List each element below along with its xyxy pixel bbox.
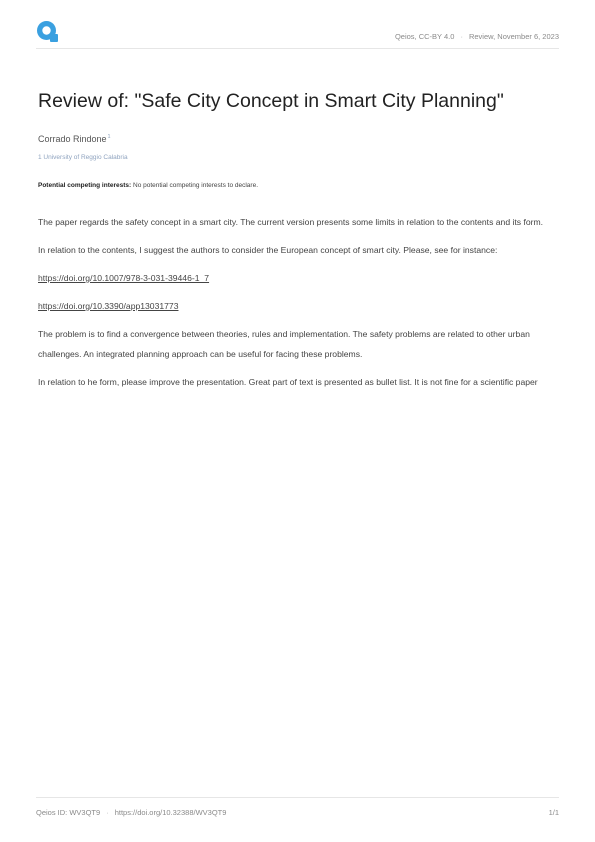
page-footer: [36, 797, 559, 822]
page-title: Review of: "Safe City Concept in Smart City Planning": [38, 90, 504, 112]
affiliation: 1 University of Reggio Calabria: [38, 154, 128, 161]
reference-link-2[interactable]: https://doi.org/10.3390/app13031773: [38, 301, 179, 311]
author-name[interactable]: Corrado Rindone: [38, 134, 107, 144]
author: [38, 134, 111, 144]
footer-meta: [36, 808, 226, 817]
review-date: Review, November 6, 2023: [468, 32, 559, 41]
review-body: [38, 212, 558, 400]
author-affiliation-marker: 1: [107, 134, 111, 140]
qeios-id: Qeios ID: WV3QT9: [36, 808, 101, 817]
footer-separator: ·: [106, 808, 109, 817]
paragraph-3: The problem is to find a convergence between theories, rules and implementation. The safety problems are related to other urban challenges. An integrated planning approach can be useful for facing these problems.: [38, 329, 530, 359]
paragraph-link-2: [38, 296, 558, 316]
competing-interests-label: Potential competing interests:: [38, 182, 132, 189]
page-header: [36, 18, 559, 49]
page-number: 1/1: [548, 808, 559, 817]
qeios-logo-icon[interactable]: [36, 20, 60, 44]
paragraph-4: In relation to he form, please improve the presentation. Great part of text is presented as bullet list. It is not fine for a scientific paper: [38, 377, 538, 387]
license-text: Qeios, CC-BY 4.0: [394, 32, 455, 41]
competing-interests: [38, 182, 258, 189]
reference-link-1[interactable]: https://doi.org/10.1007/978-3-031-39446-1_7: [38, 273, 210, 283]
header-separator: ·: [460, 32, 463, 41]
header-meta: [395, 32, 559, 41]
paragraph-link-1: [38, 268, 558, 288]
competing-interests-text: No potential competing interests to declare.: [131, 182, 259, 189]
paragraph-2: In relation to the contents, I suggest the authors to consider the European concept of smart city. Please, see for instance:: [38, 245, 498, 255]
footer-doi-link[interactable]: https://doi.org/10.32388/WV3QT9: [114, 808, 227, 817]
paragraph-1: The paper regards the safety concept in a smart city. The current version presents some limits in relation to the contents and its form.: [38, 217, 544, 227]
